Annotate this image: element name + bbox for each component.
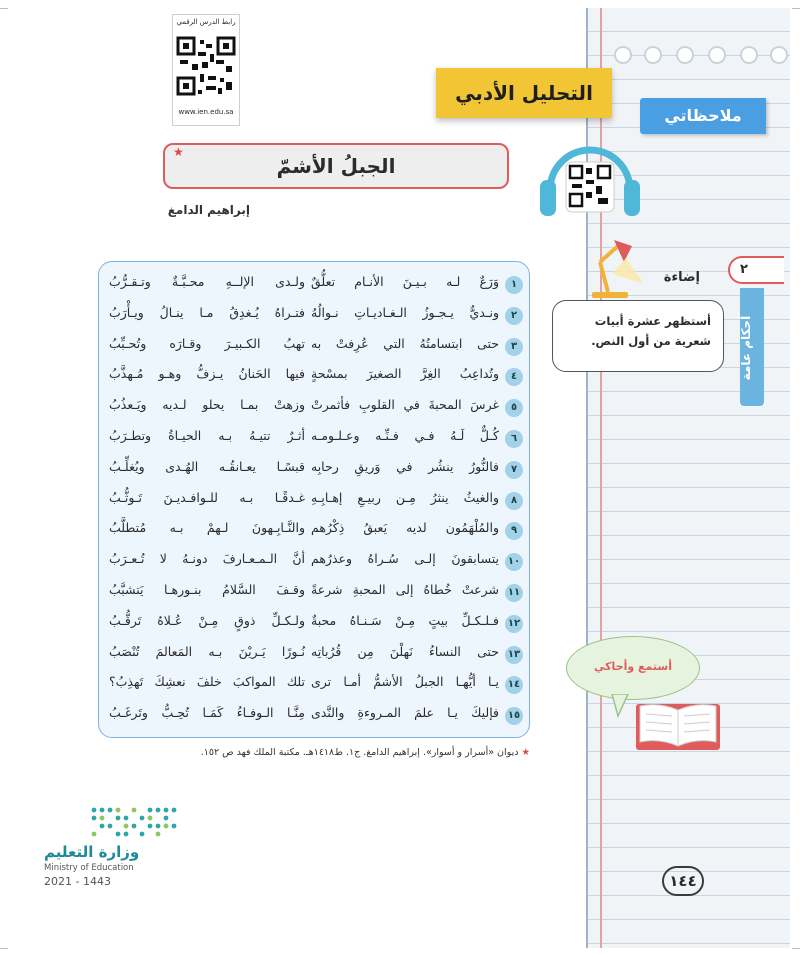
verse-row	[99, 301, 531, 331]
verse-row	[99, 516, 531, 546]
verse-first-hemistich: شرعتْ خُطاهُ إلى المحبةِ شرعةً	[311, 582, 499, 597]
verse-row	[99, 670, 531, 700]
verse-row	[99, 609, 531, 639]
verse-second-hemistich: ولـدى الإلــهِ محـبَّـةٌ وتـقـرُّبُ	[109, 274, 305, 289]
verse-second-hemistich: أنَّ الـمـعـارفَ دونـهُ لا تُـعـرَبُ	[109, 551, 305, 567]
binder-hole	[614, 46, 632, 64]
verse-first-hemistich: فالنُّورُ ينشُر في وَريقِ رحابِه	[311, 458, 499, 474]
verse-number-badge: ٤	[505, 368, 523, 386]
qr-code-icon[interactable]	[176, 36, 236, 96]
binder-hole	[676, 46, 694, 64]
ministry-name-en: Ministry of Education	[44, 863, 134, 873]
verse-first-hemistich: يـا أيُّهـا الجبلُ الأشمُّ أمـا ترى	[311, 674, 499, 690]
qr-label: رابط الدرس الرقمي	[176, 18, 236, 26]
vertical-tab-label: أحكام عامة	[739, 315, 753, 381]
verse-first-hemistich: كُـلٌّ لَـهُ فـي فـنِّـه وعـلـومـه	[311, 428, 499, 443]
verse-second-hemistich: نُـورًا يَـريْنَ بـه المَعالمَ تُنْصَبُ	[109, 643, 305, 659]
binder-hole	[770, 46, 788, 64]
task-box: أستظهر عشرة أبيات شعرية من أول النص.	[552, 300, 724, 372]
verse-number-badge: ١٤	[505, 676, 523, 694]
footnote-star-icon: ★	[173, 145, 184, 159]
notes-tab: ملاحظاتي	[640, 98, 766, 134]
verse-row	[99, 455, 531, 485]
headphones-qr-icon[interactable]	[536, 128, 644, 228]
verse-second-hemistich: تلك المواكبَ خلفَ نعشِكَ تَهذِبُ؟	[109, 674, 305, 690]
verse-second-hemistich: قبسًـا يعـانقُـه الهُـدى ويُغلِّـبُ	[109, 458, 305, 474]
verse-row	[99, 578, 531, 608]
verse-second-hemistich: والنَّـابِـهونَ لـهمْ بـه مُتطلَّبُ	[109, 520, 305, 536]
verse-number-badge: ١٠	[505, 553, 523, 571]
verse-first-hemistich: غرسَ المحبةَ في القلوبِ فأثمرتْ	[311, 397, 499, 413]
verse-first-hemistich: حتى ابتسامتُهُ التي عُرِفتْ به	[311, 335, 499, 351]
verse-second-hemistich: مِنَّـا الـوفـاءُ كَمَـا تُحِـبُّ وتَرغَـبُ	[109, 705, 305, 721]
poem-title: الجبلُ الأشمّ	[163, 143, 509, 189]
poem-footnote	[100, 747, 530, 758]
verse-first-hemistich: وتُداعِبُ الغِرَّ الصغيرَ بمسْحةٍ	[311, 366, 499, 382]
verse-first-hemistich: وَرَعٌ لـه بـيـنَ الأنـام تعلُّقٌ	[311, 274, 499, 289]
verse-first-hemistich: فـلـكـلِّ بيتٍ مِـنْ سَـنـاهُ محبةٌ	[311, 612, 499, 628]
verse-first-hemistich: فإليكَ يـا علمَ المـروءةِ والنَّدى	[311, 705, 499, 721]
verse-number-badge: ٣	[505, 338, 523, 356]
verse-first-hemistich: والغيثُ ينثرُ مِـن ربيـعِ إهـابِـهِ	[311, 489, 499, 505]
verse-number-badge: ١	[505, 276, 523, 294]
verse-row	[99, 486, 531, 516]
section-banner: التحليل الأدبي	[436, 68, 612, 118]
verse-row	[99, 393, 531, 423]
verse-second-hemistich: أثـرٌ تتيـهُ بـه الحيـاةُ وتطـرَبُ	[109, 428, 305, 443]
verse-row	[99, 640, 531, 670]
footnote-text: ديوان «أسرار و أسوار». إبراهيم الدامغ. ج١. ط١٤١٨هـ. مكتبة الملك فهد ص ١٥٢.	[200, 747, 519, 758]
verse-number-badge: ٧	[505, 461, 523, 479]
qr-url[interactable]: www.ien.edu.sa	[178, 108, 234, 116]
verse-number-badge: ٩	[505, 522, 523, 540]
ministry-year: 2021 - 1443	[44, 875, 111, 888]
verse-number-badge: ١٢	[505, 615, 523, 633]
verse-number-badge: ٢	[505, 307, 523, 325]
verse-second-hemistich: فتـراهُ يُـغدِقُ مـا ينـالُ ويـأْرَبُ	[109, 304, 305, 320]
ministry-name-ar: وزارة التعليم	[44, 843, 140, 861]
ministry-logo-icon	[88, 804, 180, 840]
verse-row	[99, 270, 531, 300]
poem-author: إبراهيم الدامغ	[167, 203, 250, 217]
verse-number-badge: ١٣	[505, 646, 523, 664]
verse-row	[99, 332, 531, 362]
crop-mark	[0, 8, 8, 9]
binder-hole	[740, 46, 758, 64]
crop-mark	[0, 948, 8, 949]
verse-number-badge: ٥	[505, 399, 523, 417]
verse-second-hemistich: ولـكـلِّ ذوقٍ مِـنْ عُـلاهُ تَرقُّـبُ	[109, 612, 305, 628]
verse-first-hemistich: يتسابقونَ إلـى سُـراهُ وعذرُهم	[311, 551, 499, 567]
verse-row	[99, 424, 531, 454]
poem-panel	[98, 261, 530, 738]
verse-second-hemistich: وزهتْ بمـا يحلو لـديه ويَـعذُبُ	[109, 397, 305, 413]
verse-second-hemistich: غـدقًـا بـه للـوافـديـنَ تَـوثُّـبُ	[109, 489, 305, 505]
verse-number-badge: ٦	[505, 430, 523, 448]
open-book-icon	[634, 700, 722, 752]
listen-bubble[interactable]: أستمع وأحاكي	[566, 636, 700, 700]
verse-number-badge: ١٥	[505, 707, 523, 725]
verse-first-hemistich: ونـديٌّ يـجـوزُ الـغـاديـاتِ نـوالُهُ	[311, 304, 499, 320]
binder-hole	[644, 46, 662, 64]
bubble-tail	[610, 694, 630, 718]
verse-first-hemistich: والمُلْهَمُون لديه يَعبقُ ذِكْرُهم	[311, 520, 499, 536]
verse-row	[99, 362, 531, 392]
verse-second-hemistich: فيها الحَنانُ يـزفُّ وهـو مُـهذَّبُ	[109, 366, 305, 382]
binder-hole	[708, 46, 726, 64]
footnote-star-icon: ★	[518, 747, 530, 758]
verse-first-hemistich: حتى النساءُ نَهلْنَ مِن قُرُباتِه	[311, 643, 499, 659]
verse-second-hemistich: تهبُ الكـبيـرَ وقـارَه وتُحـبِّبُ	[109, 335, 305, 351]
verse-second-hemistich: وقـفَ السَّلامُ بنـورهـا يَتشبَّبُ	[109, 582, 305, 597]
verse-row	[99, 701, 531, 731]
verse-row	[99, 547, 531, 577]
lamp-title: إضاءة	[663, 270, 700, 285]
verse-number-badge: ٨	[505, 492, 523, 510]
verse-number-badge: ١١	[505, 584, 523, 602]
section-number: ٢	[728, 256, 784, 284]
crop-mark	[792, 948, 800, 949]
crop-mark	[792, 8, 800, 9]
desk-lamp-icon	[578, 232, 648, 302]
page-number: ١٤٤	[662, 866, 704, 896]
